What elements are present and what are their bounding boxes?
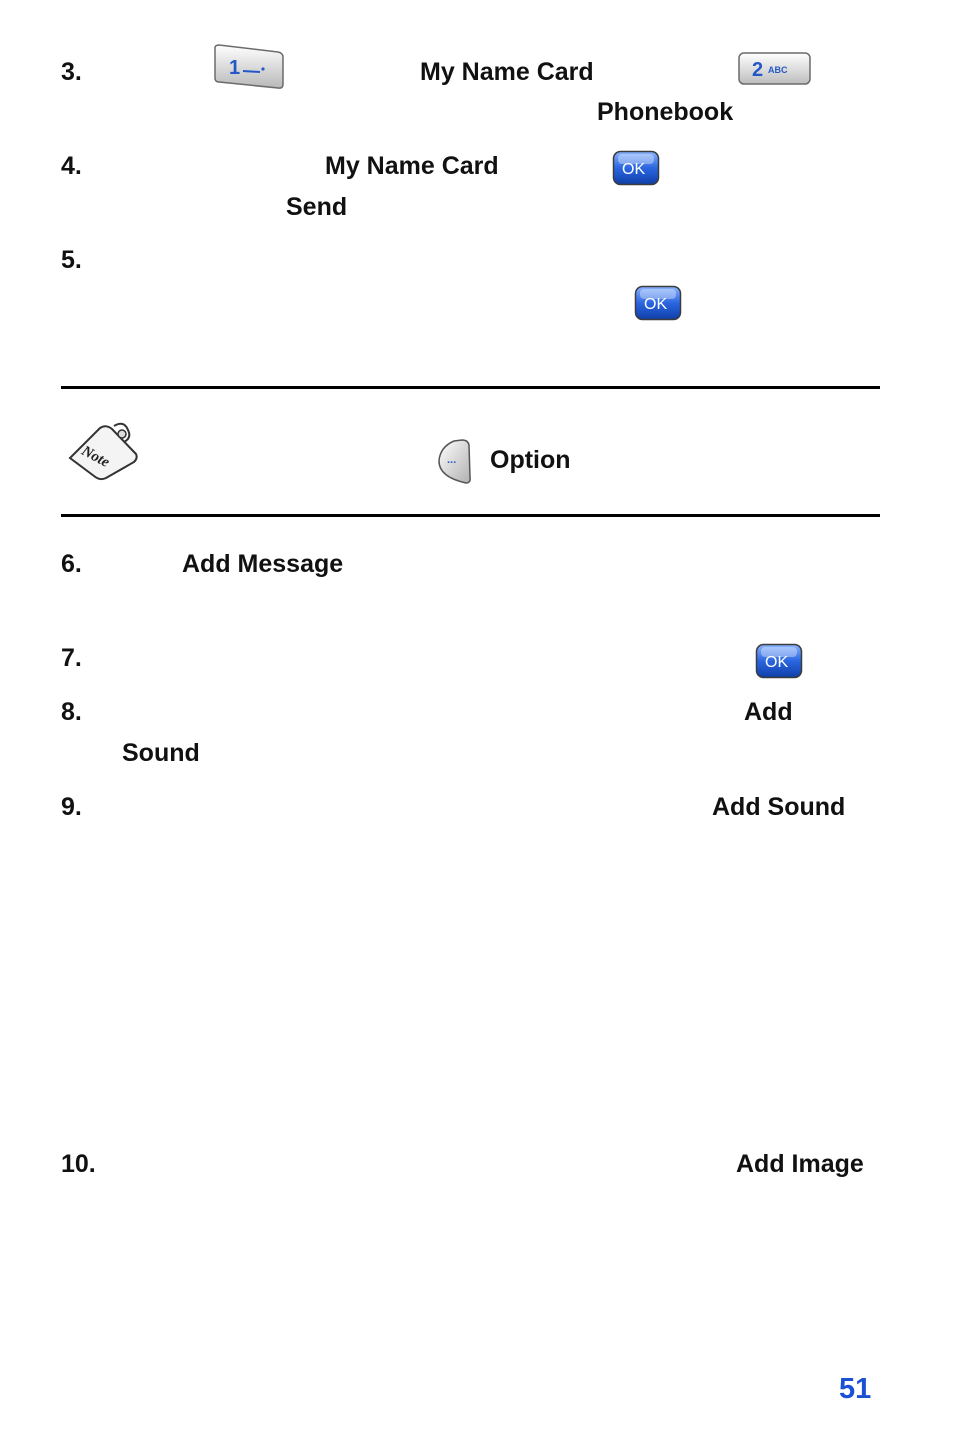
note-top-divider [61,386,880,389]
step-9-add-sound: Add Sound [712,793,846,821]
key-1-icon [212,44,286,90]
step-8-add: Add [744,698,793,726]
step-3-number: 3. [61,58,82,86]
step-8-sound: Sound [122,739,200,767]
step-6-number: 6. [61,550,82,578]
key-1-label: 1 [229,57,241,79]
ok-key-label: OK [622,161,646,178]
note-option-label: Option [490,446,571,474]
step-6-add-message: Add Message [182,550,344,578]
note-bottom-divider [61,514,880,517]
softkey-label: ... [447,454,457,466]
ok-key-icon [755,643,803,679]
step-3-phonebook: Phonebook [597,98,734,126]
note-icon [66,420,142,482]
step-4-number: 4. [61,152,82,180]
step-5-number: 5. [61,246,82,274]
step-8-number: 8. [61,698,82,726]
step-7-number: 7. [61,644,82,672]
ok-key-icon [612,150,660,186]
page-number: 51 [839,1373,872,1405]
ok-key-label: OK [765,654,789,671]
softkey-icon [436,439,472,485]
step-10-add-image: Add Image [736,1150,864,1178]
step-4-my-name-card: My Name Card [325,152,499,180]
step-10-number: 10. [61,1150,96,1178]
step-3-my-name-card: My Name Card [420,58,594,86]
key-2-label: 2 [752,59,764,81]
ok-key-label: OK [644,296,668,313]
key-2-letters: ABC [768,65,788,75]
note-icon-text: Note [78,443,112,471]
step-9-number: 9. [61,793,82,821]
step-4-send: Send [286,193,348,221]
ok-key-icon [634,285,682,321]
key-2abc-icon [737,51,812,86]
